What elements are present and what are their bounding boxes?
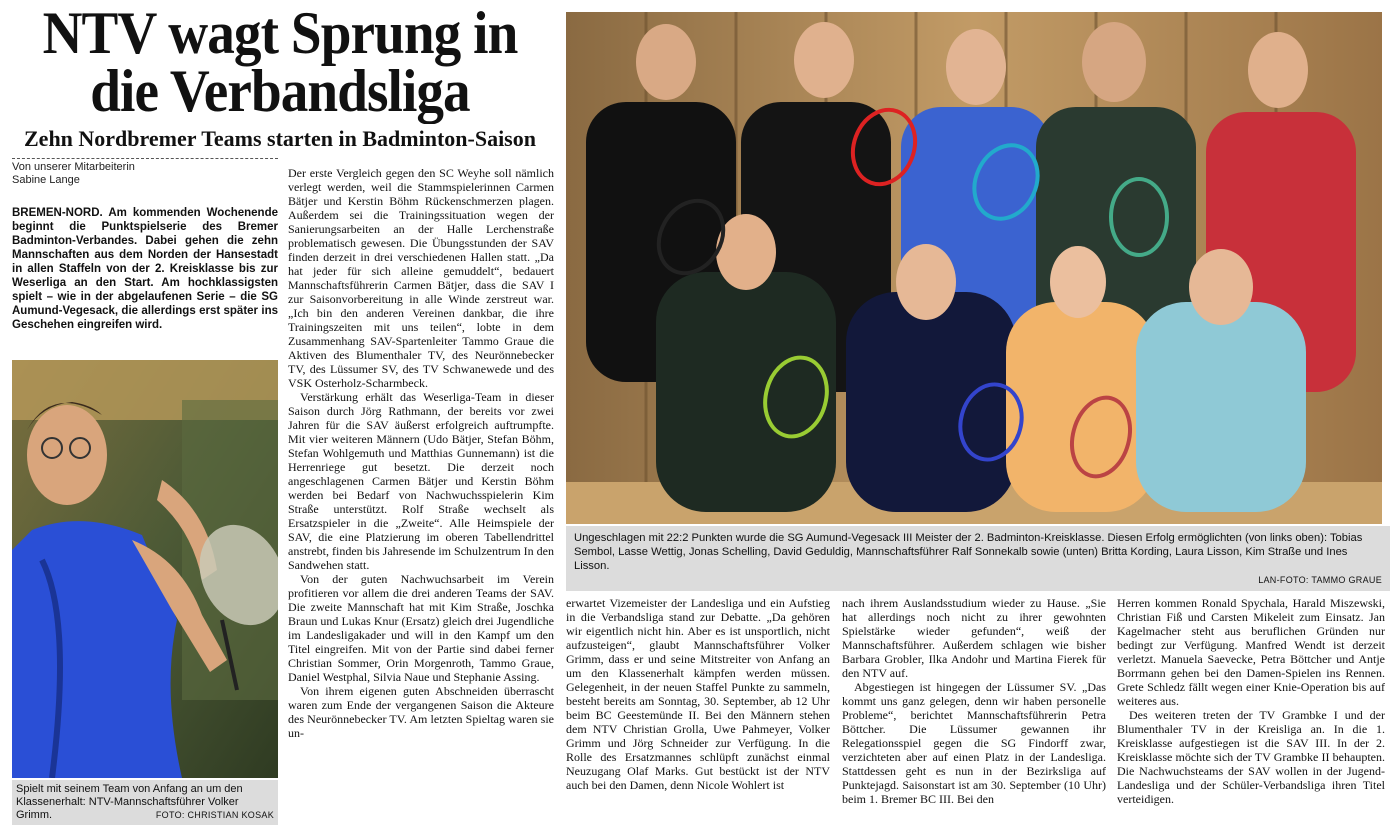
photo-credit: LAN-FOTO: TAMMO GRAUE (1258, 575, 1382, 585)
team-photo (566, 12, 1382, 524)
caption-text: Ungeschlagen mit 22:2 Punkten wurde die SG Aumund-Vegesack III Meister der 2. Badminton-Kreisklasse. Diesen Erfolg ermöglichten (von links oben): Tobias Sembol, Lasse Wettig, Jonas Schelling, David Geduldig, Mannschaftsführer Ralf Sonnekalb sowie (unten) Britta Kording, Laura Lisson, Kim Straße und Ines Lisson. (574, 532, 1363, 572)
paragraph: erwartet Vizemeister der Landesliga und ein Aufstieg in die Verbandsliga stand zur Debatte. „Da gehören wir eigentlich nicht hin. Aber es ist unsportlich, nicht aufzusteigen“, glaubt Mannschaftsführer Volker Grimm, dass er und seine Mitstreiter von Anfang an um den Klassenerhalt kämpfen werden müssen. Gelegenheit, in der neuen Staffel Punkte zu sammeln, besteht bereits am Sonntag, 30. September, ab 12 Uhr beim BC Geestemünde II. Bei den Männern stehen dem NTV Christian Grolla, Uwe Pahmeyer, Volker Grimm und Jörg Schneider zur Verfügung. In die Rolle des Ersatzmannes schlüpft zunächst einmal Neuzugang Olaf Marks. Gut bestückt ist der NTV auch bei den Damen, denn Nicole Wohlert ist (566, 596, 830, 792)
player-photo (12, 360, 278, 778)
team-photo-caption (566, 526, 1390, 591)
player-photo-caption (12, 780, 278, 825)
paragraph: Abgestiegen ist hingegen der Lüssumer SV. „Das kommt uns ganz gelegen, denn wir haben personelle Probleme“, berichtet Mannschaftsführerin Petra Böttcher. Die Lüssumer gewannen ihr Relegationsspiel gegen die SG Findorff zwar, verzichteten aber auf einen Platz in der Landesliga. Stattdessen geht es nun in der Bezirksliga auf Punktejagd. Saisonstart ist am 30. September (10 Uhr) beim 1. Bremer BC III. Bei den (842, 680, 1106, 806)
player-photo-illustration (12, 360, 278, 778)
subheadline: Zehn Nordbremer Teams starten in Badminton-Saison (24, 126, 536, 151)
article-column-2 (288, 166, 554, 836)
paragraph: nach ihrem Auslandsstudium wieder zu Hause. „Sie hat allerdings noch nicht zu ihrer gewohnten Spielstärke wieder gefunden“, weiß der Mannschaftsführer. Außerdem schlagen wie bisher Barbara Grobler, Ilka Andohr und Martina Fierek für den NTV auf. (842, 596, 1106, 680)
headline: NTV wagt Sprung in die Verbandsliga (42, 0, 518, 124)
paragraph: Der erste Vergleich gegen den SC Weyhe soll nämlich verlegt werden, weil die Stammspielerinnen Carmen Bätjer und Kerstin Böhm Rückenschmerzen plagen. Außerdem sei die Trainingssituation wegen der Sanierungsarbeiten an der Halle Lerchenstraße problematisch gewesen. Die Übungsstunden der SAV finden derzeit in drei verschiedenen Hallen statt. „Da hat jeder für sich alleine gemuddelt“, bedauert Mannschaftsführerin Carmen Bätjer, dass die SAV I zur Saisonvorbereitung in alle Winde zerstreut war. „Ich bin den anderen Vereinen dankbar, die ihre Trainingszeiten mit uns teilen“, lobte in dem Zusammenhang SAV-Spartenleiter Tammo Graue die Aktiven des Blumenthaler TV, des Neurönnebecker TV, des Lüssumer SV, des TV Schwanewede und des VSK Osterholz-Scharmbeck. (288, 166, 554, 390)
byline-line1: Von unserer Mitarbeiterin (12, 161, 135, 173)
article-column-5 (1117, 596, 1385, 838)
caption-text: Spielt mit seinem Team von Anfang an um den Klassenerhalt: NTV-Mannschaftsführer Volker Grimm. (16, 783, 243, 821)
article-column-3 (566, 596, 830, 838)
article-column-4 (842, 596, 1106, 838)
lead-paragraph: BREMEN-NORD. Am kommenden Wochenende beginnt die Punktspielserie des Bremer Badminton-Verbandes. Dabei gehen die zehn Mannschaften aus dem Norden der Hansestadt in allen Staffeln von der 2. Kreisklasse bis zur Weserliga an den Start. Am hochklassigsten spielt – wie in der abgelaufenen Serie – die SG Aumund-Vegesack, die allerdings erst später ins Geschehen eingreifen wird. (12, 207, 278, 331)
paragraph: Von der guten Nachwuchsarbeit im Verein profitieren vor allem die drei anderen Teams der SAV. Die zweite Mannschaft hat mit Kim Straße, Joschka Braun und Lukas Knur (Ersatz) gleich drei Jugendliche im Landesligakader und will in den Kampf um den Titel eingreifen. Mit von der Partie sind dabei ferner Christian Sommer, Orin Morgenroth, Tammo Graue, Daniel Westphal, Silvia Naue und Stephanie Assing. (288, 572, 554, 684)
team-photo-illustration (566, 12, 1382, 524)
paragraph: Des weiteren treten der TV Grambke I und der Blumenthaler TV in der Kreisliga an. In die 1. Kreisklasse aufgestiegen ist die SAV III. In der 2. Kreisklasse möchte sich der TV Grambke II behaupten. Die Nachwuchsteams der SAV wollen in der Jugend-Landesliga und der Schüler-Verbandsliga ihren Titel verteidigen. (1117, 708, 1385, 806)
paragraph: Von ihrem eigenen guten Abschneiden überrascht waren zum Ende der vergangenen Saison die Akteure des Neurönnebecker TV. Am letzten Spieltag waren sie un- (288, 684, 554, 740)
byline (12, 158, 278, 187)
paragraph: Herren kommen Ronald Spychala, Harald Miszewski, Christian Fiß und Carsten Mikeleit zum Einsatz. Jan Kagelmacher steht aus beruflichen Gründen nur bedingt zur Verfügung. Manfred Wendt ist derzeit verletzt. Manuela Saevecke, Petra Böttcher und Antje Borrmann gehen bei den Damen-Spielen ins Rennen. Grete Schledz fällt wegen einer Knie-Operation bis auf weiteres aus. (1117, 596, 1385, 708)
paragraph: Verstärkung erhält das Weserliga-Team in dieser Saison durch Jörg Rathmann, der bereits vor zwei Jahren für die SAV äußerst erfolgreich auftrumpfte. Mit vier weiteren Männern (Udo Bätjer, Stefan Böhm, Stefan Wohlgemuth und Matthias Gunnemann) ist die Herrenriege gut besetzt. Die derzeit noch angeschlagenen Carmen Bätjer und Kerstin Böhm werden bei Bedarf von Nachwuchsspielerin Kim Straße unterstützt. Rolf Straße wechselt als Ersatzspieler in die „Zweite“. Alle Heimspiele der SAV, die eine Platzierung im oberen Tabellendrittel anstrebt, finden bis Jahresende im Schulzentrum In den Sandwehen statt. (288, 390, 554, 572)
byline-author: Sabine Lange (12, 174, 80, 186)
photo-credit: FOTO: CHRISTIAN KOSAK (155, 810, 274, 820)
